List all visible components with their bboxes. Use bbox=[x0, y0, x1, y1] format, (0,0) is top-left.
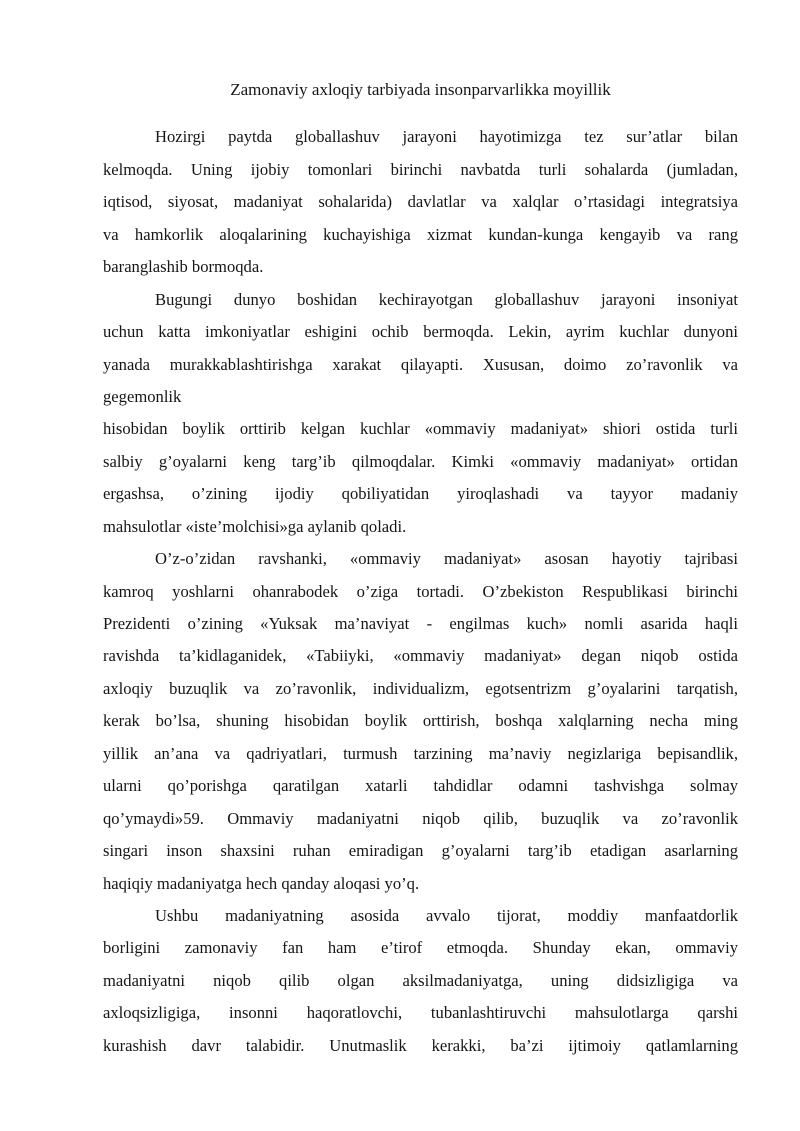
text-line: uchun katta imkoniyatlar eshigini ochib bermoqda. Lekin, ayrim kuchlar dunyoni bbox=[103, 322, 738, 342]
text-line: yanada murakkablashtirishga xarakat qilayapti. Xususan, doimo zo’ravonlik va bbox=[103, 354, 738, 374]
paragraph bbox=[103, 900, 738, 1062]
text-line: borligini zamonaviy fan ham e’tirof etmoqda. Shunday ekan, ommaviy bbox=[103, 938, 738, 958]
text-line: madaniyatni niqob qilib olgan aksilmadaniyatga, uning didsizligiga va bbox=[103, 970, 738, 990]
text-line: Bugungi dunyo boshidan kechirayotgan globallashuv jarayoni insoniyat bbox=[155, 289, 738, 309]
text-line: va hamkorlik aloqalarining kuchayishiga xizmat kundan-kunga kengayib va rang bbox=[103, 224, 738, 244]
text-line: Hozirgi paytda globallashuv jarayoni hayotimizga tez sur’atlar bilan bbox=[155, 127, 738, 147]
text-line: Prezidenti o’zining «Yuksak ma’naviyat - engilmas kuch» nomli asarida haqli bbox=[103, 614, 738, 634]
text-line: kamroq yoshlarni ohanrabodek o’ziga tortadi. O’zbekiston Respublikasi birinchi bbox=[103, 581, 738, 601]
paragraph bbox=[103, 284, 738, 414]
text-line: ravishda ta’kidlaganidek, «Tabiiyki, «ommaviy madaniyat» degan niqob ostida bbox=[103, 646, 738, 666]
page-content bbox=[103, 74, 738, 1062]
text-line: iqtisod, siyosat, madaniyat sohalarida) davlatlar va xalqlar o’rtasidagi integratsiya bbox=[103, 192, 738, 212]
text-line: Ushbu madaniyatning asosida avvalo tijorat, moddiy manfaatdorlik bbox=[155, 905, 738, 925]
text-line: mahsulotlar «iste’molchisi»ga aylanib qoladi. bbox=[103, 516, 407, 536]
paragraph bbox=[103, 121, 738, 283]
text-line: hisobidan boylik orttirib kelgan kuchlar «ommaviy madaniyat» shiori ostida turli bbox=[103, 419, 738, 439]
text-line: baranglashib bormoqda. bbox=[103, 257, 264, 277]
text-line: axloqiy buzuqlik va zo’ravonlik, individualizm, egotsentrizm g’oyalarini tarqatish, bbox=[103, 678, 738, 698]
text-line: kurashish davr talabidir. Unutmaslik kerakki, ba’zi ijtimoiy qatlamlarning bbox=[103, 1035, 738, 1055]
text-line: ergashsa, o’zining ijodiy qobiliyatidan yiroqlashadi va tayyor madaniy bbox=[103, 484, 738, 504]
text-line: haqiqiy madaniyatga hech qanday aloqasi yo’q. bbox=[103, 873, 420, 893]
text-line: gegemonlik bbox=[103, 386, 182, 406]
text-line: ularni qo’porishga qaratilgan xatarli tahdidlar odamni tashvishga solmay bbox=[103, 776, 738, 796]
text-line: yillik an’ana va qadriyatlari, turmush tarzining ma’naviy negizlariga bepisandlik, bbox=[103, 743, 738, 763]
text-line: singari inson shaxsini ruhan emiradigan g’oyalarni targ’ib etadigan asarlarning bbox=[103, 841, 738, 861]
text-line: qo’ymaydi»59. Ommaviy madaniyatni niqob qilib, buzuqlik va zo’ravonlik bbox=[103, 808, 738, 828]
text-line: salbiy g’oyalarni keng targ’ib qilmoqdalar. Kimki «ommaviy madaniyat» ortidan bbox=[103, 451, 738, 471]
text-line: O’z-o’zidan ravshanki, «ommaviy madaniyat» asosan hayotiy tajribasi bbox=[155, 549, 738, 569]
text-line: kelmoqda. Uning ijobiy tomonlari birinchi navbatda turli sohalarda (jumladan, bbox=[103, 159, 738, 179]
paragraph bbox=[103, 543, 738, 900]
document-title: Zamonaviy axloqiy tarbiyada insonparvarlikka moyillik bbox=[230, 80, 611, 99]
text-line: kerak bo’lsa, shuning hisobidan boylik orttirish, boshqa xalqlarning necha ming bbox=[103, 711, 738, 731]
text-line: axloqsizligiga, insonni haqoratlovchi, tubanlashtiruvchi mahsulotlarga qarshi bbox=[103, 1003, 738, 1023]
paragraph bbox=[103, 413, 738, 543]
